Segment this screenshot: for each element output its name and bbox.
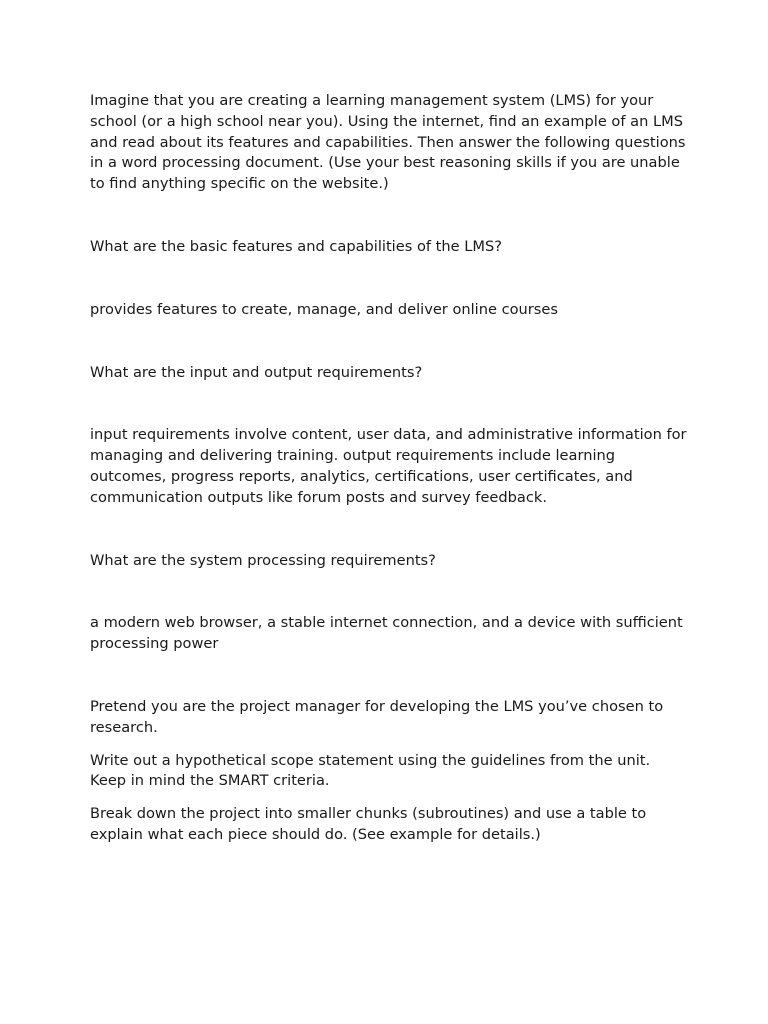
answer-processing: a modern web browser, a stable internet connection, and a device with sufficient processing power xyxy=(90,614,683,653)
document-body xyxy=(90,91,690,846)
task-scope-statement: Write out a hypothetical scope statement using the guidelines from the unit. Keep in mind the SMART criteria. xyxy=(90,751,651,790)
question-input-output: What are the input and output requirements? xyxy=(90,363,423,381)
answer-input-output: input requirements involve content, user data, and administrative information for managing and delivering training. output requirements include learning outcomes, progress reports, analytics, certifications, user certificates, and communication outputs like forum posts and survey feedback. xyxy=(90,426,687,506)
task-project-manager: Pretend you are the project manager for developing the LMS you’ve chosen to research. xyxy=(90,697,664,736)
task-breakdown: Break down the project into smaller chunks (subroutines) and use a table to explain what each piece should do. (See example for details.) xyxy=(90,805,647,843)
question-features: What are the basic features and capabilities of the LMS? xyxy=(90,237,502,255)
intro-paragraph: Imagine that you are creating a learning management system (LMS) for your school (or a high school near you). Using the internet, find an example of an LMS and read about its features and capabilities. Then answer the following questions in a word processing document. (Use your best reasoning skills if you are unable to find anything specific on the website.) xyxy=(90,92,686,193)
answer-features: provides features to create, manage, and deliver online courses xyxy=(90,300,558,318)
question-processing: What are the system processing requirements? xyxy=(90,551,436,569)
